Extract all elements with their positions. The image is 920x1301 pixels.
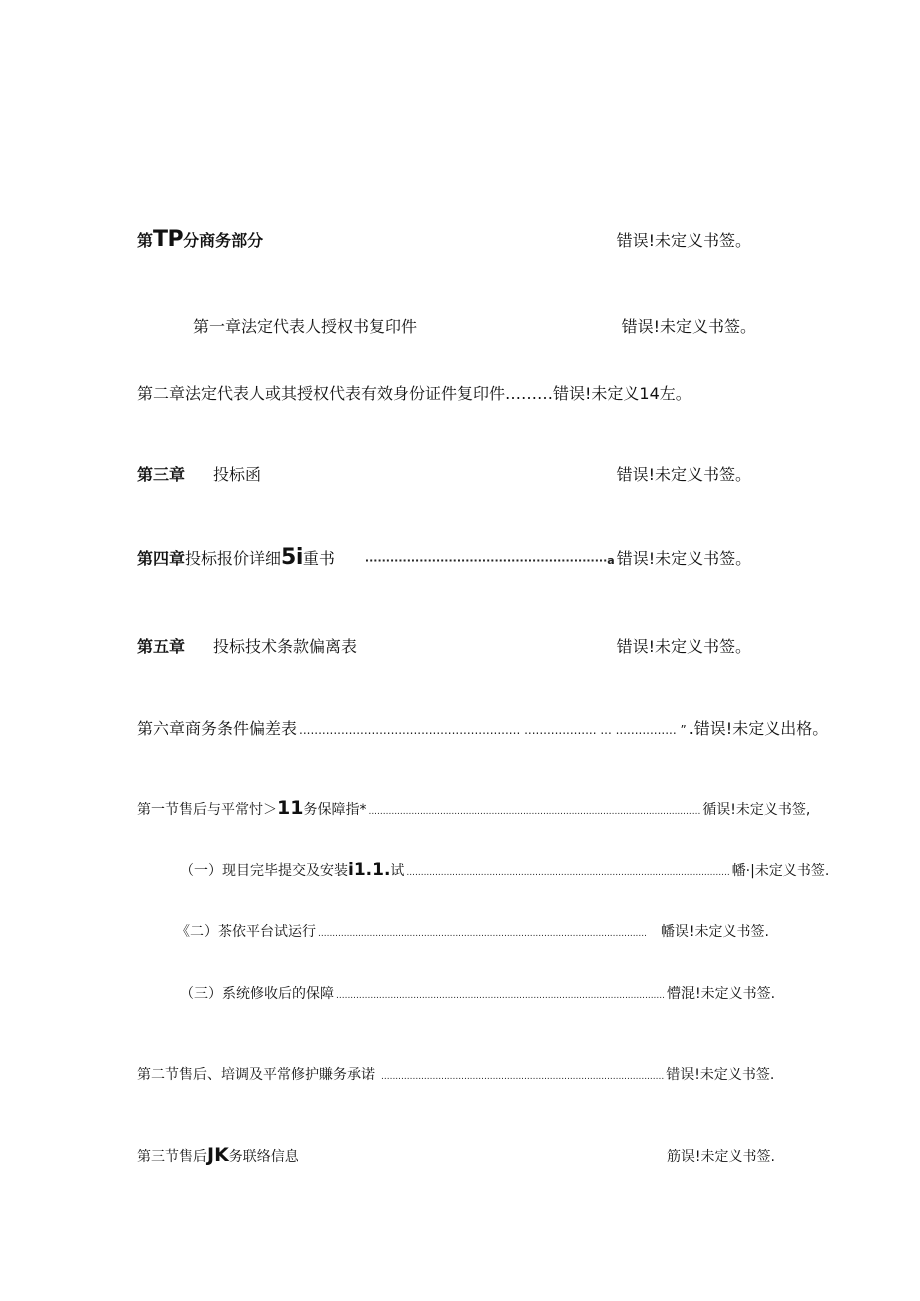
toc-page-ref: 错误!未定义书签。 (616, 637, 751, 656)
toc-entry-title: 第一章法定代表人授权书复印件 (193, 317, 418, 336)
toc-entry-section-3[interactable] (137, 1144, 775, 1166)
toc-page-ref: 幡·|未定义书签. (731, 863, 830, 879)
toc-page-ref: 错误!未定义书签。 (621, 317, 756, 336)
toc-entry-title: 11 (277, 797, 304, 819)
toc-entry-chapter-2[interactable] (137, 381, 692, 404)
toc-leader-dots: ................................................................................................................... (318, 929, 647, 939)
toc-entry-title: 第三节售后 (137, 1149, 207, 1165)
toc-chapter-number: 第五章 (137, 637, 186, 656)
toc-page-ref: 错误!未定义书签。 (616, 549, 752, 568)
toc-entry-chapter-1[interactable] (193, 314, 756, 337)
toc-leader-dots: ……… (505, 384, 554, 403)
toc-entry-subsection-2[interactable] (176, 921, 769, 941)
toc-entry-section-1[interactable] (137, 797, 811, 819)
toc-entry-title: （一）现目完毕提交及安装 (180, 863, 348, 879)
toc-entry-subsection-3[interactable] (180, 983, 776, 1003)
toc-entry-title: 分商务部分 (183, 231, 264, 250)
toc-leader-dots: ··························································a (364, 554, 615, 567)
toc-entry-title: 投标报价详细 (185, 549, 282, 568)
toc-page-ref: 错误!未定义书签。 (616, 465, 751, 484)
toc-page-ref: .错误!未定义出格。 (688, 719, 829, 738)
toc-entry-title: 第二章法定代表人或其授权代表有效身份证件复印件 (137, 384, 506, 403)
toc-entry-title: 第 (137, 231, 154, 250)
toc-page-ref: 循误!未定义书签, (702, 802, 811, 818)
toc-entry-title: 第二节售后、培调及平常修护賺务承诺 (137, 1067, 375, 1083)
toc-entry-title: 试 (390, 863, 405, 879)
toc-entry-title: 第六章商务条件偏差表 (137, 719, 298, 738)
toc-entry-title: JK (207, 1144, 229, 1166)
toc-entry-chapter-3[interactable] (137, 462, 751, 485)
toc-page-ref: 幡误!未定义书签. (660, 924, 769, 940)
toc-entry-business-part[interactable] (137, 227, 751, 252)
toc-entry-subsection-1[interactable] (180, 860, 830, 880)
toc-entry-title: 务保障指* (303, 802, 367, 818)
toc-entry-title: 投标函 (213, 465, 262, 484)
toc-entry-title: 第一节售后与平常忖＞ (137, 802, 277, 818)
toc-leader-dots: ................................................................................................... (381, 1072, 665, 1082)
toc-entry-section-2[interactable] (137, 1064, 775, 1084)
toc-entry-chapter-5[interactable] (137, 634, 751, 657)
toc-entry-title: 务联络信息 (228, 1149, 299, 1165)
toc-entry-chapter-6[interactable] (137, 716, 829, 739)
toc-leader-dots: ................................................................................................................... (336, 991, 665, 1001)
toc-page-ref: 懵混!未定义书签. (667, 986, 776, 1002)
toc-entry-chapter-4[interactable] (137, 545, 751, 570)
toc-page-ref: 错误!未定义14左。 (553, 384, 692, 403)
toc-leader-dots: ................................................................................................................. (406, 868, 730, 878)
toc-leader-dots: .................................................................................................................... (368, 807, 701, 817)
toc-page-ref: 错误!未定义书签。 (616, 231, 751, 250)
toc-entry-title: （三）系统修收后的保障 (180, 986, 334, 1002)
toc-entry-title: i1.1. (348, 860, 391, 880)
toc-page-ref: 筋误!未定义书签. (666, 1149, 775, 1165)
toc-page-ref: 错误!未定义书签. (666, 1067, 775, 1083)
toc-chapter-number: 第三章 (137, 465, 186, 484)
toc-entry-title: 重书 (302, 549, 335, 568)
toc-entry-title: TP (153, 227, 184, 252)
toc-entry-title: 投标技术条款偏离表 (213, 637, 358, 656)
toc-entry-title: 《二）茶依平台试运行 (176, 924, 316, 940)
toc-leader-dots: .......................................................... ................... ... ................ ” (299, 723, 687, 737)
toc-chapter-number: 第四章 (137, 549, 186, 568)
toc-entry-title: 5i (281, 545, 303, 570)
